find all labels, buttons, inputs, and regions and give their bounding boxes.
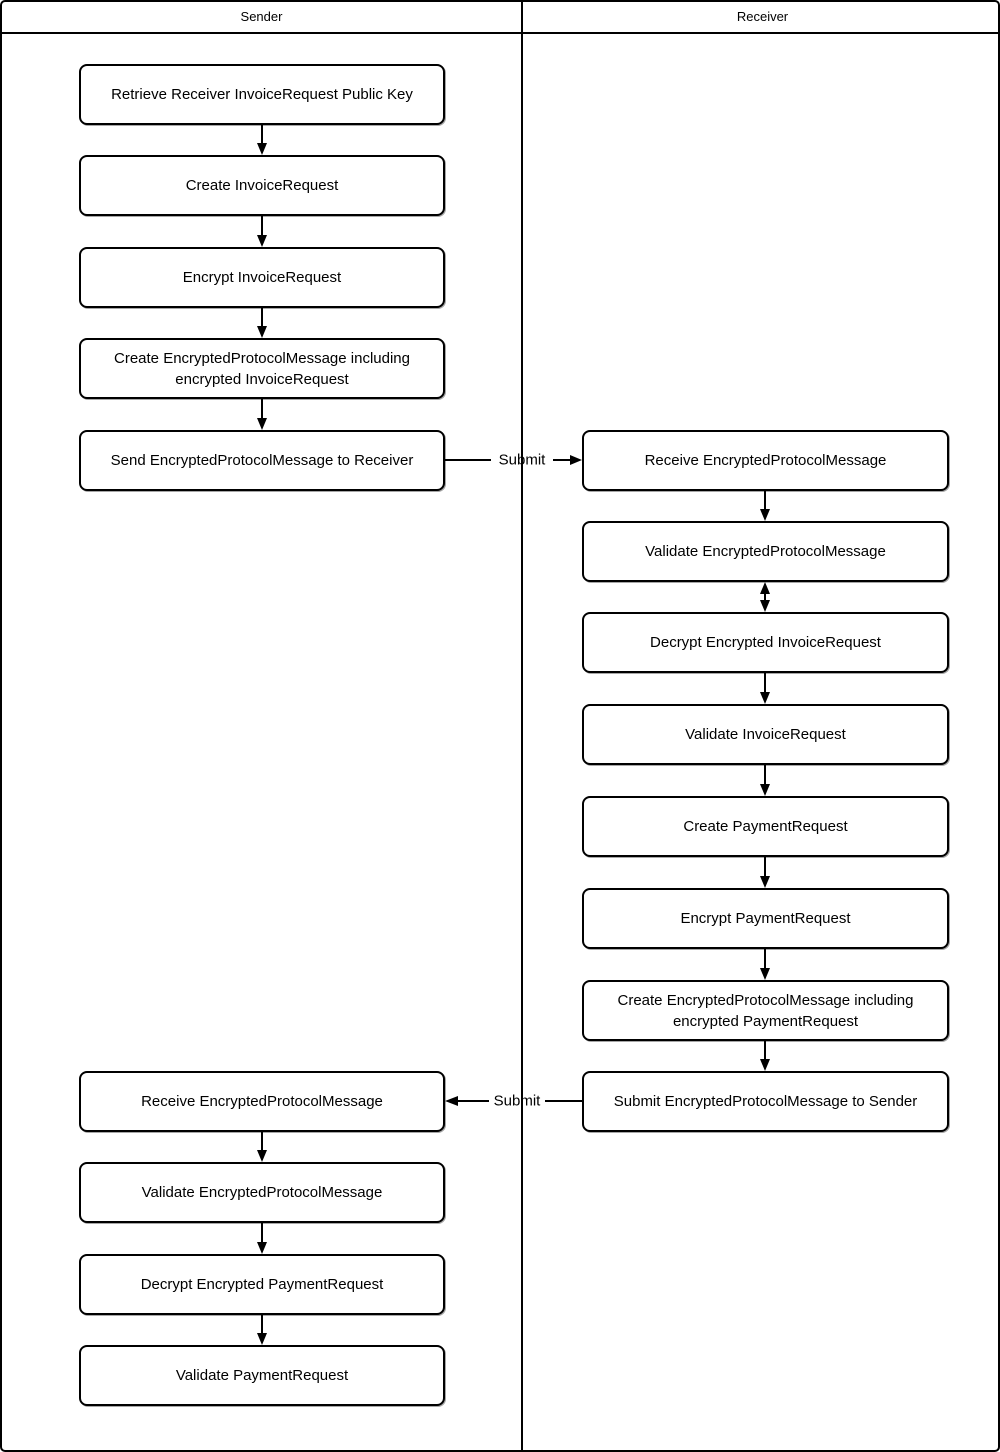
arrow-down-receiver-5 xyxy=(760,857,770,888)
node-receiver-receive-encryptedprotocolmessage: Receive EncryptedProtocolMessage xyxy=(582,430,949,491)
node-sender-receive-encryptedprotocolmessage: Receive EncryptedProtocolMessage xyxy=(79,1071,445,1132)
lane-header-sender: Sender xyxy=(240,9,283,24)
arrow-down-sender-4 xyxy=(257,399,267,430)
arrow-down-receiver-6 xyxy=(760,949,770,980)
node-encrypt-invoicerequest: Encrypt InvoiceRequest xyxy=(79,247,445,308)
node-decrypt-encrypted-paymentrequest: Decrypt Encrypted PaymentRequest xyxy=(79,1254,445,1315)
arrow-down-sender-1 xyxy=(257,125,267,155)
node-validate-invoicerequest: Validate InvoiceRequest xyxy=(582,704,949,765)
lane-divider xyxy=(521,2,523,1452)
node-receiver-validate-encryptedprotocolmessage: Validate EncryptedProtocolMessage xyxy=(582,521,949,582)
arrow-down-sender-2 xyxy=(257,216,267,247)
node-create-encryptedprotocolmessage-invoicerequest: Create EncryptedProtocolMessage including encrypted InvoiceRequest xyxy=(79,338,445,399)
node-submit-encryptedprotocolmessage-to-sender: Submit EncryptedProtocolMessage to Sender xyxy=(582,1071,949,1132)
lane-header-receiver: Receiver xyxy=(736,9,789,24)
header-separator xyxy=(2,32,1000,34)
arrow-down-sender-6 xyxy=(257,1223,267,1254)
arrow-down-receiver-1 xyxy=(760,491,770,521)
submit-label-top: Submit xyxy=(498,451,546,469)
double-arrow-receiver-2 xyxy=(760,582,770,612)
node-send-encryptedprotocolmessage-to-receiver: Send EncryptedProtocolMessage to Receiver xyxy=(79,430,445,491)
submit-label-bottom: Submit xyxy=(493,1092,541,1110)
node-sender-validate-encryptedprotocolmessage: Validate EncryptedProtocolMessage xyxy=(79,1162,445,1223)
arrow-down-sender-7 xyxy=(257,1315,267,1345)
arrow-down-receiver-3 xyxy=(760,673,770,704)
node-create-paymentrequest: Create PaymentRequest xyxy=(582,796,949,857)
node-create-encryptedprotocolmessage-paymentrequest: Create EncryptedProtocolMessage including encrypted PaymentRequest xyxy=(582,980,949,1041)
node-decrypt-encrypted-invoicerequest: Decrypt Encrypted InvoiceRequest xyxy=(582,612,949,673)
arrow-down-receiver-4 xyxy=(760,765,770,796)
node-retrieve-receiver-invoicerequest-public-key: Retrieve Receiver InvoiceRequest Public Key xyxy=(79,64,445,125)
node-create-invoicerequest: Create InvoiceRequest xyxy=(79,155,445,216)
arrow-down-sender-5 xyxy=(257,1132,267,1162)
arrow-down-receiver-7 xyxy=(760,1041,770,1071)
node-validate-paymentrequest: Validate PaymentRequest xyxy=(79,1345,445,1406)
node-encrypt-paymentrequest: Encrypt PaymentRequest xyxy=(582,888,949,949)
arrow-down-sender-3 xyxy=(257,308,267,338)
